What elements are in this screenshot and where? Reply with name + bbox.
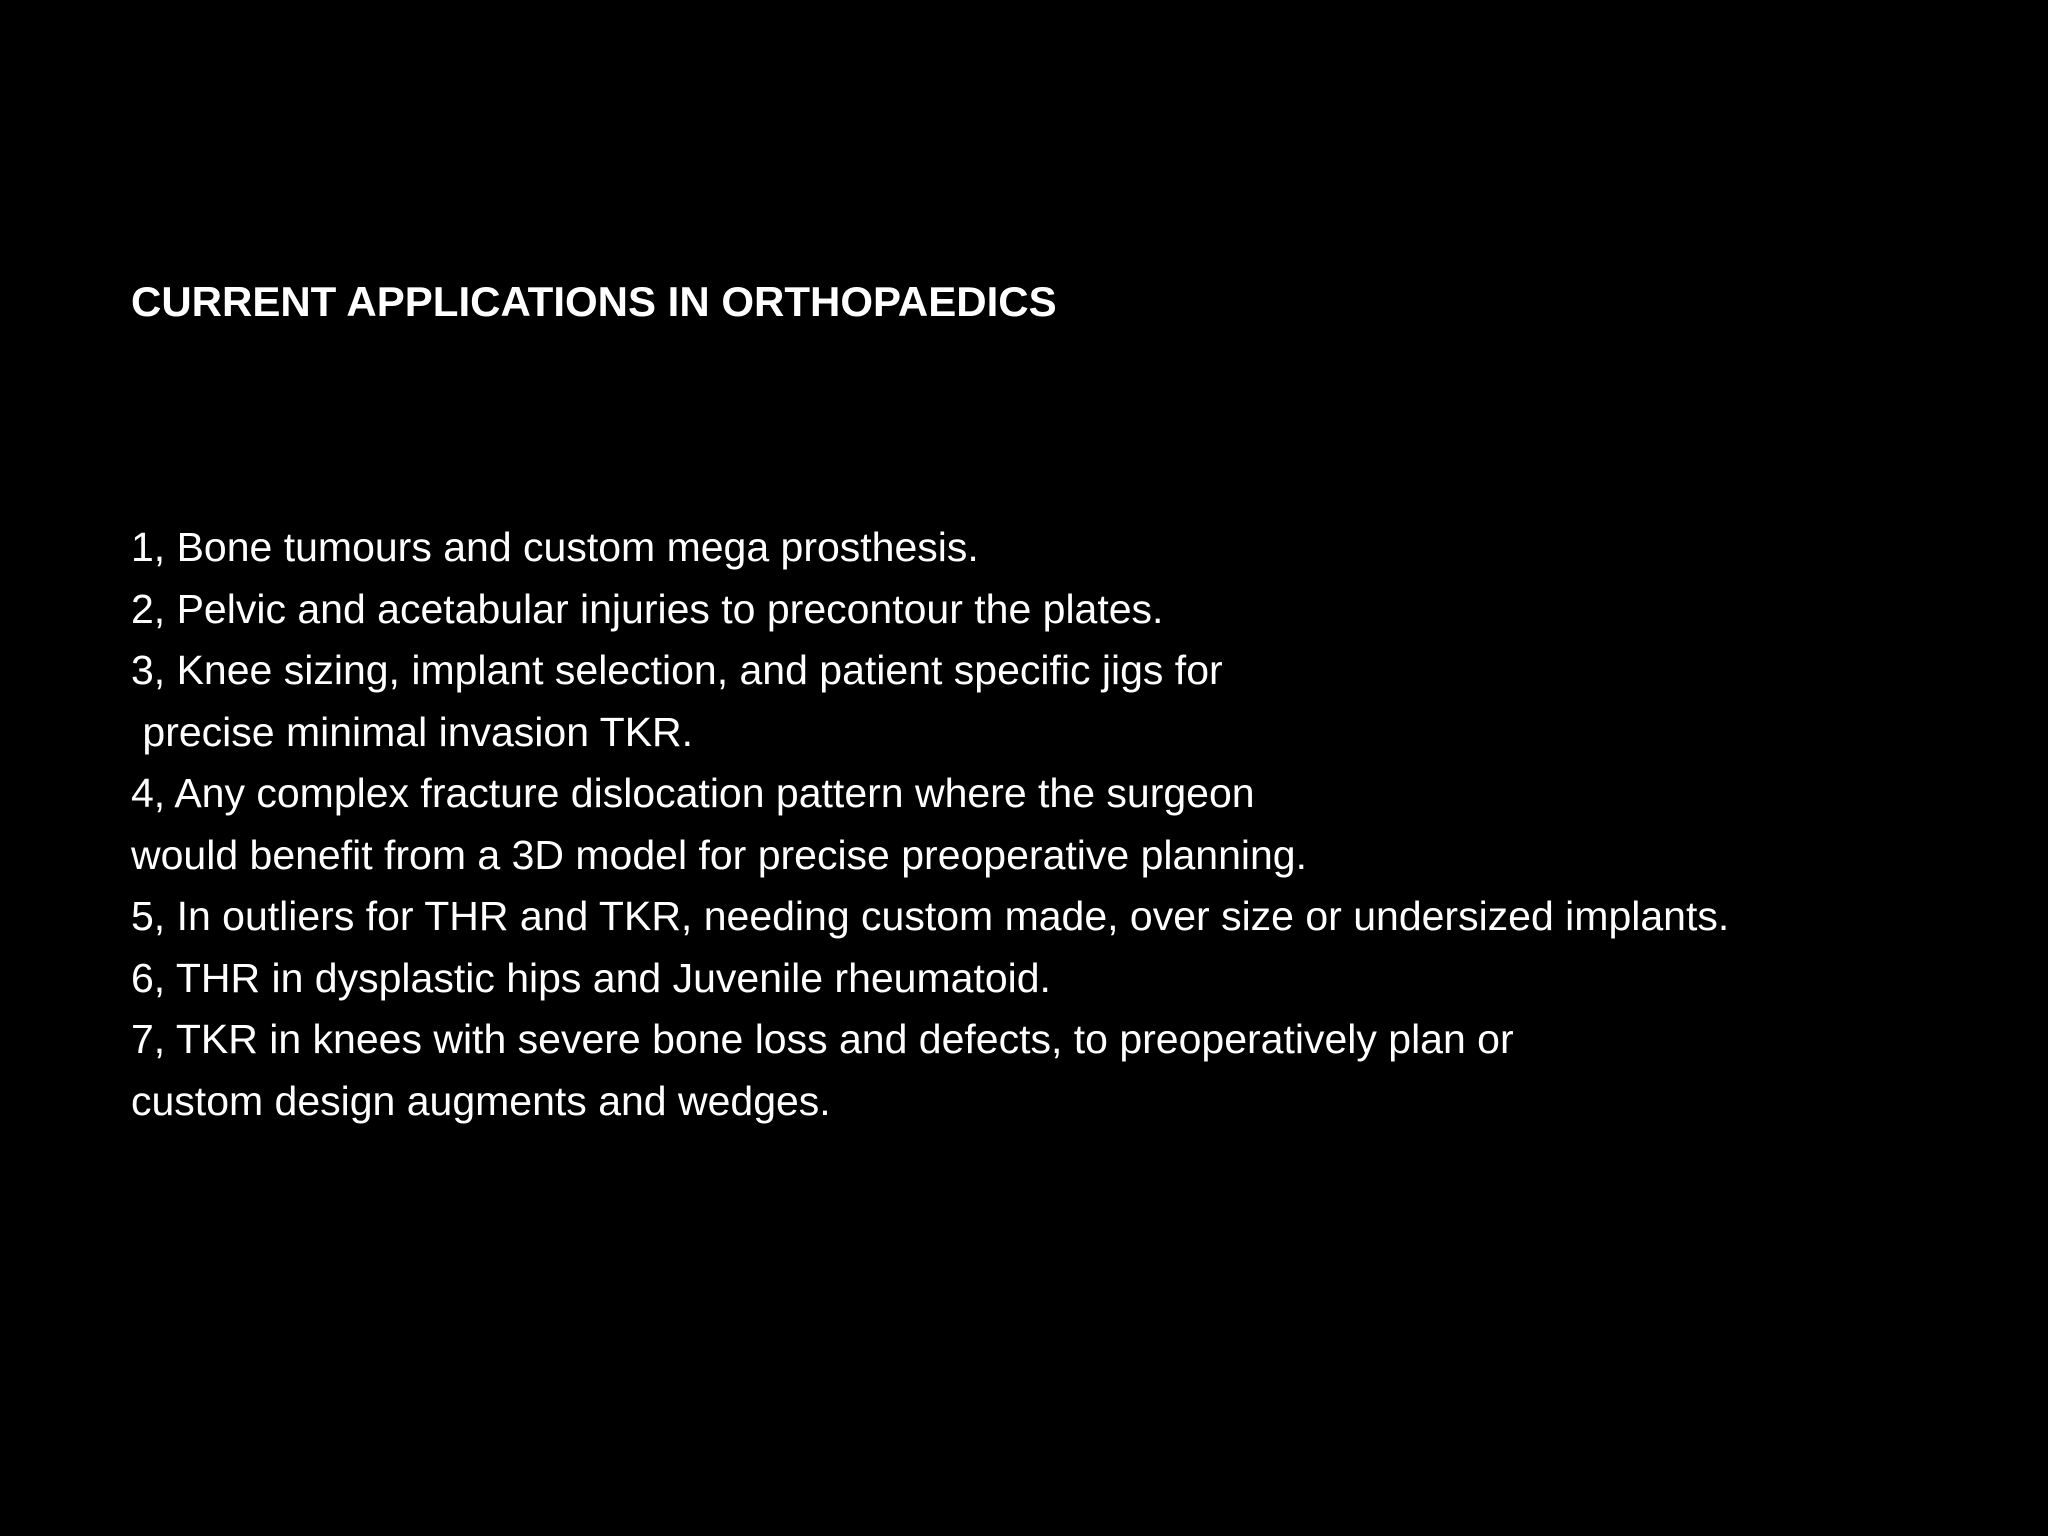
list-line: 4, Any complex fracture dislocation pattern where the surgeon bbox=[131, 770, 1255, 816]
application-list bbox=[131, 517, 2011, 1132]
list-line: 1, Bone tumours and custom mega prosthesis. bbox=[131, 524, 979, 570]
list-line: 3, Knee sizing, implant selection, and patient specific jigs for bbox=[131, 647, 1223, 693]
list-line: 2, Pelvic and acetabular injuries to precontour the plates. bbox=[131, 585, 1164, 632]
list-line: custom design augments and wedges. bbox=[131, 1077, 831, 1124]
list-line: 7, TKR in knees with severe bone loss and defects, to preoperatively plan or bbox=[131, 1016, 1514, 1062]
list-line: 6, THR in dysplastic hips and Juvenile rheumatoid. bbox=[131, 954, 1051, 1001]
list-line: 5, In outliers for THR and TKR, needing custom made, over size or undersized implants. bbox=[131, 893, 1730, 939]
list-line: would benefit from a 3D model for precise preoperative planning. bbox=[131, 831, 1307, 878]
slide-title: CURRENT APPLICATIONS IN ORTHOPAEDICS bbox=[131, 278, 1057, 325]
list-line: precise minimal invasion TKR. bbox=[131, 708, 694, 755]
